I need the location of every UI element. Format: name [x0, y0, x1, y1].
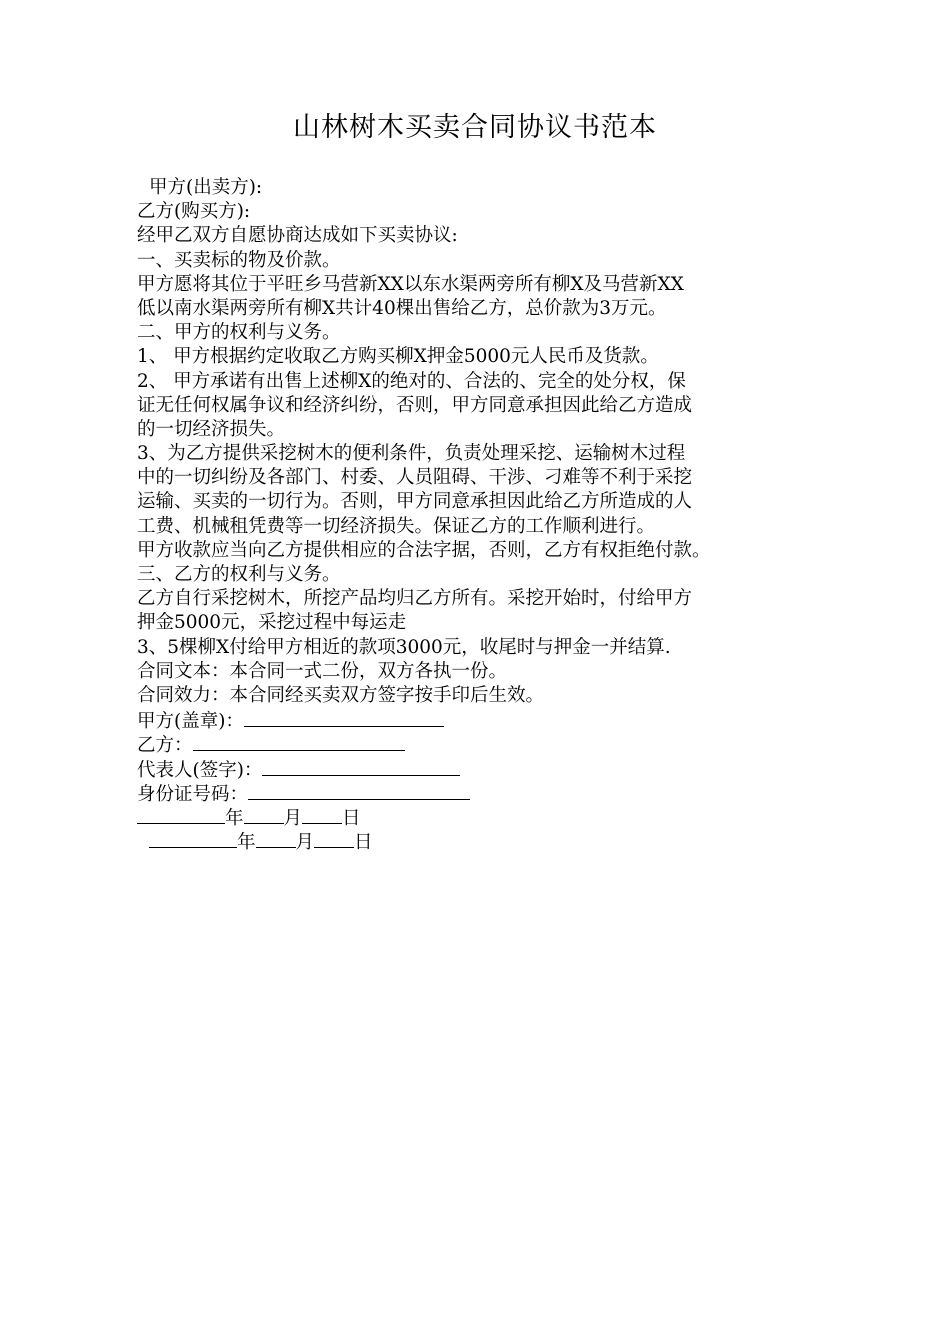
date-line-2 [137, 829, 827, 853]
agreement-intro: 经甲乙双方自愿协商达成如下买卖协议: [137, 225, 458, 247]
date-line-1 [137, 805, 827, 829]
paragraph-line: 运输、买卖的一切行为。否则，甲方同意承担因此给乙方所造成的人 [137, 491, 693, 513]
paragraph-line: 证无任何权属争议和经济纠纷，否则，甲方同意承担因此给乙方造成 [137, 394, 693, 416]
id-number-label: 身份证号码： [137, 783, 249, 805]
day-label: 日 [354, 832, 373, 854]
representative-line [137, 757, 827, 781]
section-heading-2: 二、甲方的权利与义务。 [137, 322, 341, 344]
party-a-line: 甲方(出卖方): [149, 177, 263, 198]
month-label: 月 [295, 832, 315, 854]
year-label: 年 [225, 807, 244, 829]
paragraph-line: 中的一切纠纷及各部门、村委、人员阻碍、干涉、刁难等不利于采挖 [137, 467, 693, 489]
year-label: 年 [237, 832, 256, 854]
month-blank [256, 829, 296, 848]
id-number-blank [248, 781, 470, 800]
paragraph-line: 2、 甲方承诺有出售上述柳X的绝对的、合法的、完全的处分权，保 [137, 370, 686, 392]
paragraph-line: 低以南水渠两旁所有柳X共计40棵出售给乙方，总价款为3万元。 [137, 297, 667, 319]
id-number-line [137, 781, 827, 805]
paragraph-line: 3、5棵柳X付给甲方相近的款项3000元，收尾时与押金一并结算. [137, 636, 671, 658]
paragraph-line: 合同文本：本合同一式二份，双方各执一份。 [137, 660, 508, 682]
paragraph-line: 1、 甲方根据约定收取乙方购买柳X押金5000元人民币及货款。 [137, 346, 659, 368]
day-label: 日 [342, 807, 361, 829]
section-heading-1: 一、买卖标的物及价款。 [137, 249, 341, 271]
paragraph-line: 押金5000元，采挖过程中每运走 [137, 612, 407, 634]
party-b-sign-blank [193, 732, 405, 751]
paragraph-line: 甲方收款应当向乙方提供相应的合法字据，否则，乙方有权拒绝付款。 [137, 539, 711, 561]
day-blank [302, 805, 342, 824]
paragraph-line: 合同效力：本合同经买卖双方签字按手印后生效。 [137, 684, 545, 706]
party-a-seal-blank [244, 708, 444, 727]
party-b-sign-label: 乙方： [137, 735, 193, 757]
month-blank [244, 805, 284, 824]
party-b-line: 乙方(购买方): [137, 201, 251, 223]
paragraph-line: 工费、机械租凭费等一切经济损失。保证乙方的工作顺利进行。 [137, 515, 656, 537]
document-title: 山林树木买卖合同协议书范本 [293, 112, 657, 143]
month-label: 月 [283, 807, 303, 829]
party-b-sign-line [137, 732, 827, 756]
year-blank [137, 805, 225, 824]
representative-label: 代表人(签字)： [137, 759, 263, 781]
paragraph-line: 3、为乙方提供采挖树木的便利条件，负责处理采挖、运输树木过程 [137, 443, 686, 465]
paragraph-line: 甲方愿将其位于平旺乡马营新XX以东水渠两旁所有柳X及马营新XX [137, 273, 684, 295]
section-heading-3: 三、乙方的权利与义务。 [137, 564, 341, 585]
party-a-seal-line [137, 708, 827, 732]
paragraph-line: 乙方自行采挖树木，所挖产品均归乙方所有。采挖开始时，付给甲方 [137, 588, 693, 610]
party-a-seal-label: 甲方(盖章)： [137, 711, 244, 733]
year-blank [149, 829, 237, 848]
paragraph-line: 的一切经济损失。 [137, 418, 286, 440]
day-blank [314, 829, 354, 848]
document-body [137, 176, 827, 853]
representative-blank [262, 757, 460, 776]
